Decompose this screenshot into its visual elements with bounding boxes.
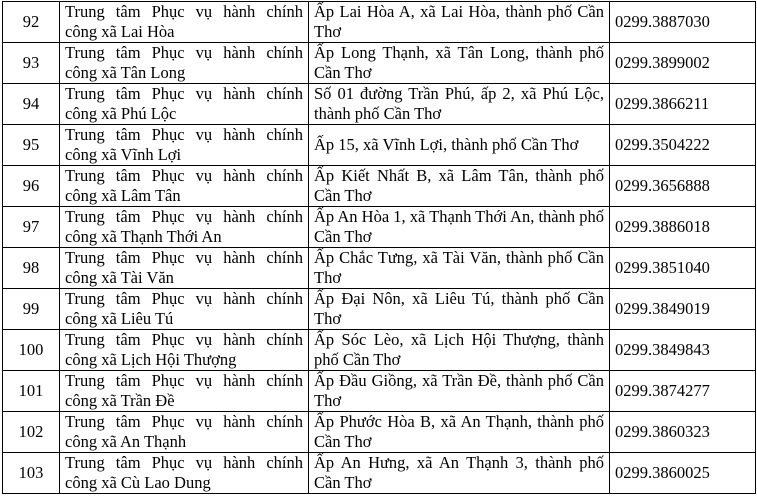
center-phone: 0299.3860323 — [610, 412, 756, 453]
center-name: Trung tâm Phục vụ hành chính công xã Liêu Tú — [60, 289, 309, 330]
center-name: Trung tâm Phục vụ hành chính công xã Cù Lao Dung — [60, 453, 309, 494]
table-row — [3, 207, 756, 248]
row-number: 102 — [3, 412, 60, 453]
center-name: Trung tâm Phục vụ hành chính công xã Vĩnh Lợi — [60, 125, 309, 166]
center-name: Trung tâm Phục vụ hành chính công xã Thạnh Thới An — [60, 207, 309, 248]
center-name: Trung tâm Phục vụ hành chính công xã Trần Đề — [60, 371, 309, 412]
table-row — [3, 330, 756, 371]
center-phone: 0299.3849019 — [610, 289, 756, 330]
row-number: 99 — [3, 289, 60, 330]
center-phone: 0299.3887030 — [610, 2, 756, 43]
center-address: Ấp An Hòa 1, xã Thạnh Thới An, thành phố Cần Thơ — [309, 207, 610, 248]
table-body — [3, 2, 756, 494]
row-number: 96 — [3, 166, 60, 207]
center-address: Ấp Chắc Tưng, xã Tài Văn, thành phố Cần Thơ — [309, 248, 610, 289]
center-address: Ấp Lai Hòa A, xã Lai Hòa, thành phố Cần Thơ — [309, 2, 610, 43]
table-row — [3, 125, 756, 166]
center-phone: 0299.3849843 — [610, 330, 756, 371]
table-row — [3, 412, 756, 453]
center-address: Số 01 đường Trần Phú, ấp 2, xã Phú Lộc, thành phố Cần Thơ — [309, 84, 610, 125]
table-row — [3, 84, 756, 125]
row-number: 103 — [3, 453, 60, 494]
center-address: Ấp An Hưng, xã An Thạnh 3, thành phố Cần Thơ — [309, 453, 610, 494]
row-number: 97 — [3, 207, 60, 248]
center-name: Trung tâm Phục vụ hành chính công xã Lịch Hội Thượng — [60, 330, 309, 371]
center-address: Ấp Đại Nôn, xã Liêu Tú, thành phố Cần Thơ — [309, 289, 610, 330]
table-row — [3, 371, 756, 412]
center-name: Trung tâm Phục vụ hành chính công xã Tài Văn — [60, 248, 309, 289]
table-row — [3, 2, 756, 43]
center-phone: 0299.3656888 — [610, 166, 756, 207]
row-number: 92 — [3, 2, 60, 43]
center-name: Trung tâm Phục vụ hành chính công xã Lai Hòa — [60, 2, 309, 43]
table-row — [3, 43, 756, 84]
table-row — [3, 166, 756, 207]
center-phone: 0299.3874277 — [610, 371, 756, 412]
row-number: 93 — [3, 43, 60, 84]
center-phone: 0299.3899002 — [610, 43, 756, 84]
center-name: Trung tâm Phục vụ hành chính công xã Lâm Tân — [60, 166, 309, 207]
directory-table — [2, 1, 756, 494]
center-phone: 0299.3866211 — [610, 84, 756, 125]
table-row — [3, 248, 756, 289]
center-phone: 0299.3504222 — [610, 125, 756, 166]
table-row — [3, 453, 756, 494]
row-number: 101 — [3, 371, 60, 412]
center-name: Trung tâm Phục vụ hành chính công xã Phú Lộc — [60, 84, 309, 125]
center-name: Trung tâm Phục vụ hành chính công xã An Thạnh — [60, 412, 309, 453]
center-address: Ấp Sóc Lèo, xã Lịch Hội Thượng, thành phố Cần Thơ — [309, 330, 610, 371]
center-address: Ấp 15, xã Vĩnh Lợi, thành phố Cần Thơ — [309, 125, 610, 166]
row-number: 95 — [3, 125, 60, 166]
center-address: Ấp Phước Hòa B, xã An Thạnh, thành phố Cần Thơ — [309, 412, 610, 453]
center-phone: 0299.3886018 — [610, 207, 756, 248]
center-address: Ấp Kiết Nhất B, xã Lâm Tân, thành phố Cần Thơ — [309, 166, 610, 207]
center-address: Ấp Đầu Giồng, xã Trần Đề, thành phố Cần Thơ — [309, 371, 610, 412]
row-number: 94 — [3, 84, 60, 125]
center-phone: 0299.3851040 — [610, 248, 756, 289]
center-address: Ấp Long Thạnh, xã Tân Long, thành phố Cần Thơ — [309, 43, 610, 84]
center-name: Trung tâm Phục vụ hành chính công xã Tân Long — [60, 43, 309, 84]
table-row — [3, 289, 756, 330]
row-number: 100 — [3, 330, 60, 371]
center-phone: 0299.3860025 — [610, 453, 756, 494]
row-number: 98 — [3, 248, 60, 289]
